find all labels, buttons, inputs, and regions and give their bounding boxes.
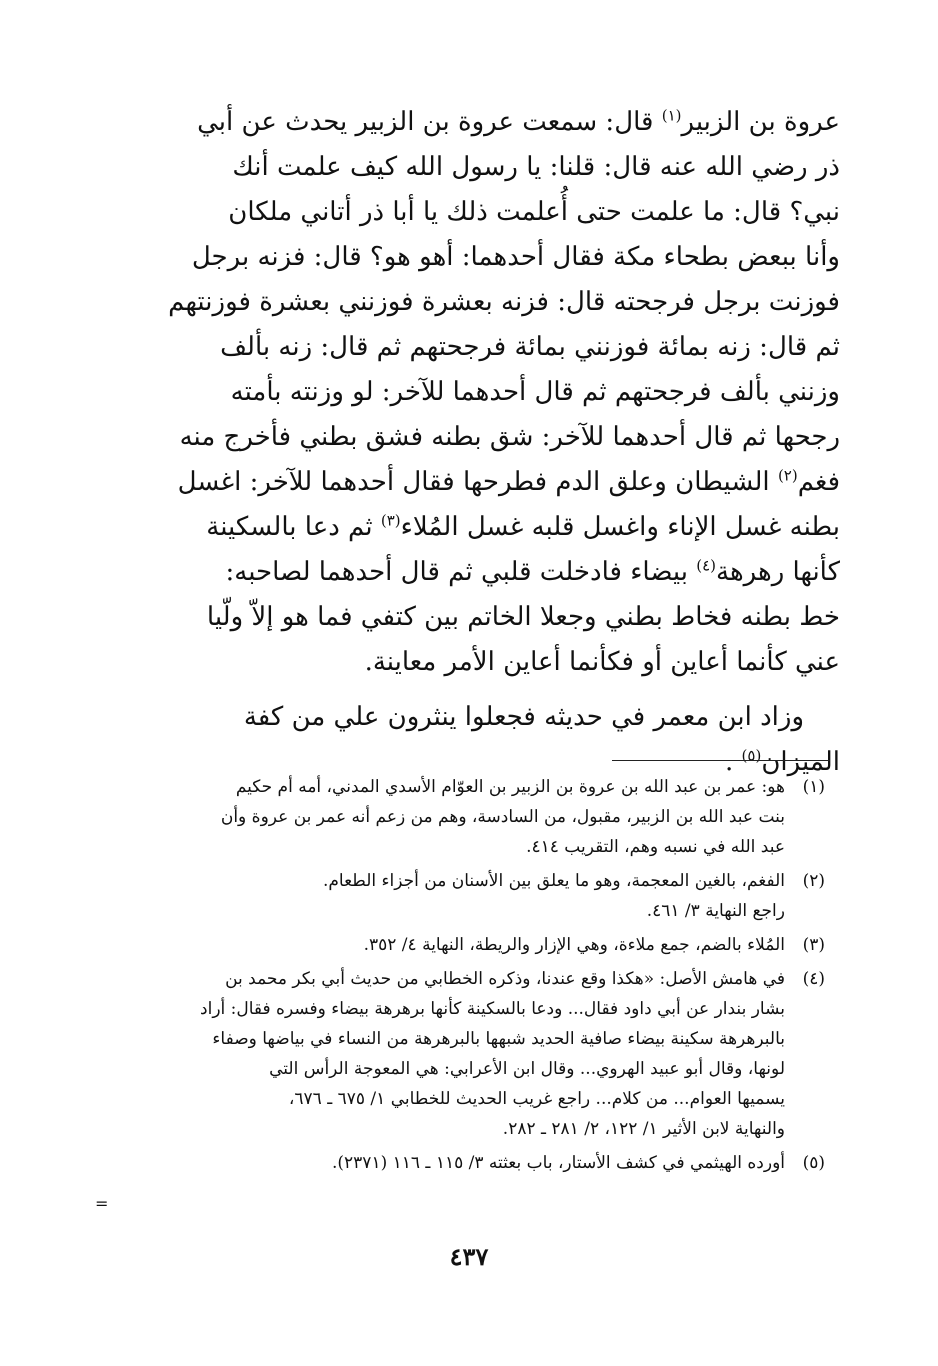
footnote-line: بنت عبد الله بن الزبير، مقبول، من السادسة، وهم من زعم أنه عمر بن عروة وأن — [220, 807, 785, 827]
text-line — [120, 550, 840, 595]
footnote-line: المُلاء بالضم، جمع ملاءة، وهي الإزار والريطة، النهاية ٤/ ٣٥٢. — [363, 935, 785, 955]
margin-mark: = — [95, 1194, 109, 1213]
line-text: وزنني بألف فرجحتهم ثم قال أحدهما للآخر: لو وزنته بأمته — [230, 377, 840, 407]
line-text: . — [725, 747, 742, 777]
footnote — [110, 930, 825, 960]
footnote-line: في هامش الأصل: «هكذا وقع عندنا، وذكره الخطابي من حديث أبي بكر محمد بن — [225, 969, 785, 989]
line-text: رجحها ثم قال أحدهما للآخر: شق بطنه فشق بطني فأخرج منه — [179, 422, 840, 452]
footnote-number: (٢) — [802, 871, 825, 891]
footnote-line: أورده الهيثمي في كشف الأستار، باب بعثته ٣/ ١١٥ ـ ١١٦ (٢٣٧١). — [332, 1153, 785, 1173]
text-line — [120, 370, 840, 415]
text-line — [120, 505, 840, 550]
line-text: قال: سمعت عروة بن الزبير يحدث عن أبي — [197, 107, 662, 137]
footnote-line: بشار بندار عن أبي داود فقال... ودعا بالسكينة كأنها برهرهة بيضاء وفسره فقال: أراد — [200, 999, 785, 1019]
line-text: بيضاء فادخلت قلبي ثم قال أحدهما لصاحبه: — [225, 557, 697, 587]
line-text: ثم قال: زنه بمائة فوزنني بمائة فرجحتهم ثم قال: زنه بألف — [220, 332, 840, 362]
line-text: عني كأنما أعاين أو فكأنما أعاين الأمر معاينة. — [364, 647, 840, 677]
footnote — [110, 772, 825, 862]
line-text: نبي؟ قال: ما علمت حتى أُعلمت ذلك يا أبا ذر أتاني ملكان — [228, 197, 840, 227]
page-number: ٤٣٧ — [449, 1242, 489, 1271]
line-text: ذر رضي الله عنه قال: قلنا: يا رسول الله كيف علمت أنك — [232, 152, 840, 182]
footnote-line: عبد الله في نسبه وهم، التقريب ٤١٤. — [526, 837, 785, 857]
line-text: عروة بن الزبير — [681, 107, 840, 137]
footnote-ref[interactable]: (٤) — [696, 556, 717, 575]
text-line — [120, 280, 840, 325]
text-line — [120, 325, 840, 370]
footnote-ref[interactable]: (٣) — [380, 511, 401, 530]
footnotes — [110, 772, 825, 1182]
line-text: وزاد ابن معمر في حديثه فجعلوا ينثرون علي من كفة — [243, 702, 804, 732]
footnote-separator — [612, 760, 830, 761]
footnote-line: والنهاية لابن الأثير ١/ ١٢٢، ٢/ ٢٨١ ـ ٢٨٢. — [502, 1119, 785, 1139]
footnote — [110, 866, 825, 926]
line-text: فغم — [797, 467, 840, 497]
text-line — [120, 595, 840, 640]
footnote-line: الفغم، بالغين المعجمة، وهو ما يعلق بين الأسنان من أجزاء الطعام. — [322, 871, 785, 891]
main-text — [120, 100, 840, 785]
footnote-ref[interactable]: (٥) — [741, 746, 762, 765]
footnote-ref[interactable]: (١) — [661, 106, 682, 125]
footnote — [110, 1148, 825, 1178]
footnote-line: لونها، وقال أبو عبيد الهروي... وقال ابن الأعرابي: هي المعوجة الرأس التي — [269, 1059, 785, 1079]
line-text: الميزان — [761, 747, 840, 777]
footnote-line: راجع النهاية ٣/ ٤٦١. — [646, 901, 785, 921]
footnote — [110, 964, 825, 1144]
line-text: ثم دعا بالسكينة — [206, 512, 381, 542]
text-line — [120, 235, 840, 280]
footnote-ref[interactable]: (٢) — [777, 466, 798, 485]
footnote-line: هو: عمر بن عبد الله بن عروة بن الزبير بن العوّام الأسدي المدني، أمه أم حكيم — [235, 777, 785, 797]
text-line — [120, 145, 840, 190]
paragraph-1 — [120, 100, 840, 685]
line-text: خط بطنه فخاط بطني وجعلا الخاتم بين كتفي فما هو إلاّ ولّيا — [206, 602, 840, 632]
footnote-line: بالبرهرهة سكينة بيضاء صافية الحديد شبهها بالبرهرهة من النساء في بياضها وصفاء — [212, 1029, 785, 1049]
footnote-number: (٥) — [802, 1153, 825, 1173]
footnote-line: يسميها العوام... من كلام... راجع غريب الحديث للخطابي ١/ ٦٧٥ ـ ٦٧٦، — [288, 1089, 785, 1109]
line-text: وأنا ببعض بطحاء مكة فقال أحدهما: أهو هو؟ قال: فزنه برجل — [191, 242, 840, 272]
text-line — [120, 415, 840, 460]
text-line — [120, 695, 840, 740]
line-text: بطنه غسل الإناء واغسل قلبه غسل المُلاء — [400, 512, 840, 542]
footnote-number: (٣) — [802, 935, 825, 955]
footnote-number: (٤) — [802, 969, 825, 989]
text-line — [120, 640, 840, 685]
text-line — [120, 190, 840, 235]
footnote-number: (١) — [802, 777, 825, 797]
line-text: كأنها رهرهة — [716, 557, 840, 587]
line-text: فوزنت برجل فرجحته قال: فزنه بعشرة فوزنني بعشرة فوزنتهم — [168, 287, 840, 317]
text-line — [120, 100, 840, 145]
text-line — [120, 460, 840, 505]
line-text: الشيطان وعلق الدم فطرحها فقال أحدهما للآخر: اغسل — [177, 467, 778, 497]
